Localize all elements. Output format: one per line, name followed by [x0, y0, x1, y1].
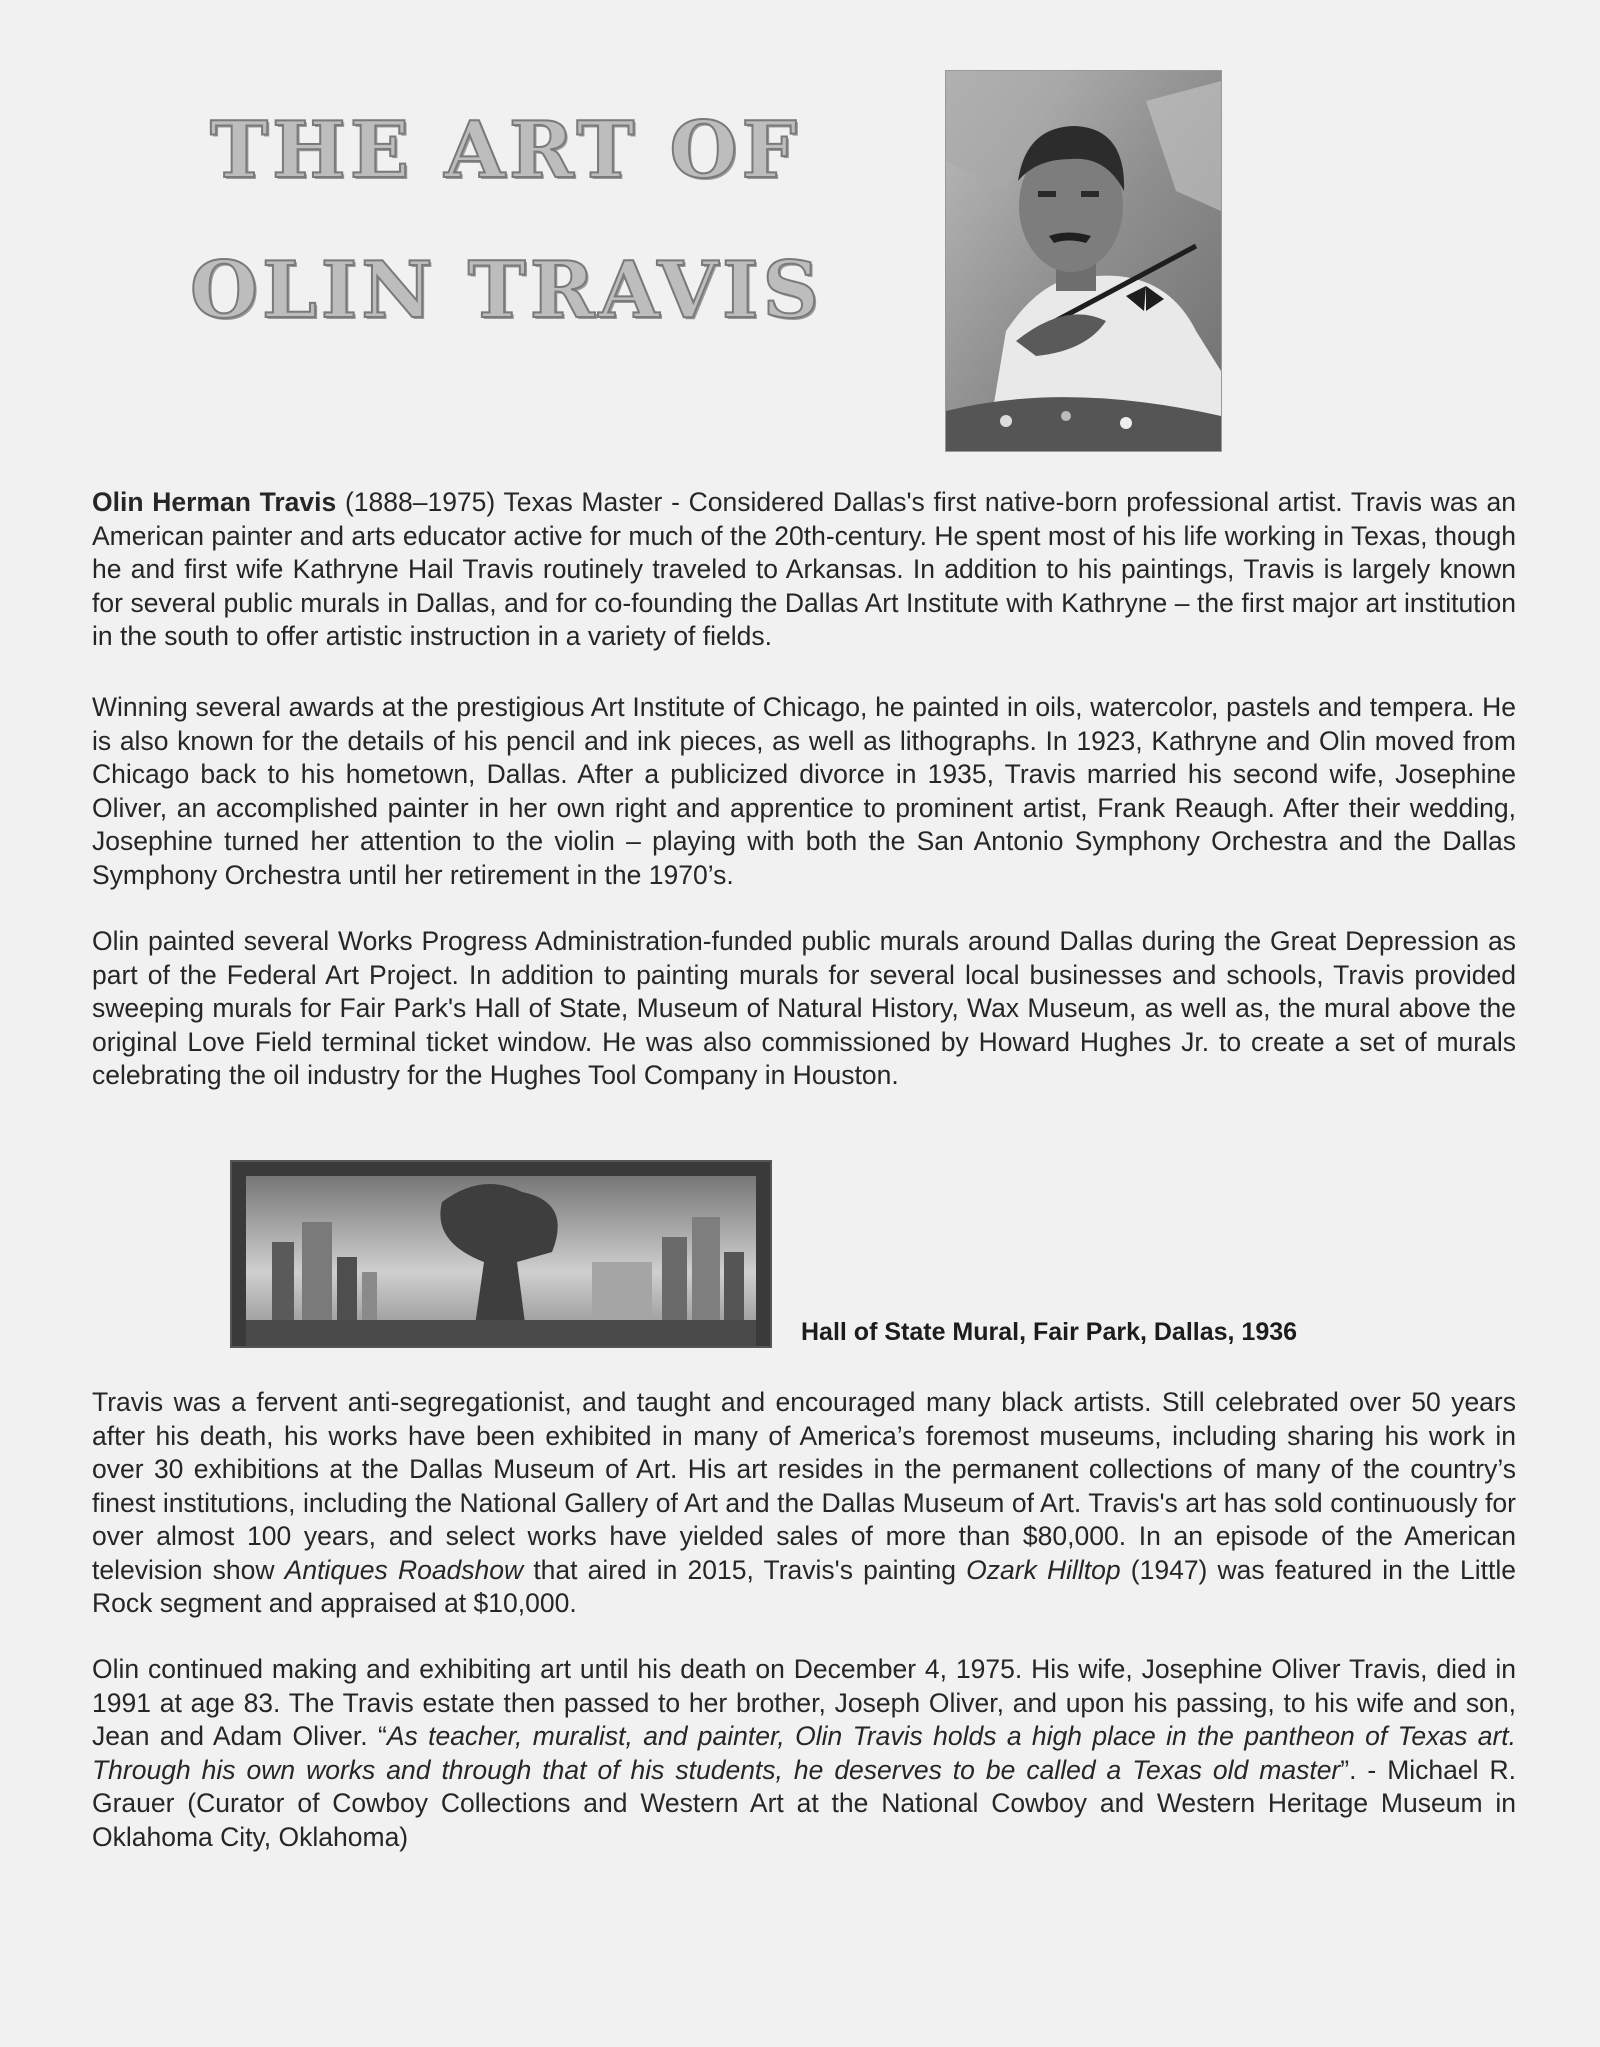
painting-title: Ozark Hilltop — [966, 1554, 1121, 1585]
legacy-text-b: that aired in 2015, Travis's painting — [523, 1554, 967, 1585]
paragraph-legacy — [92, 1386, 1516, 1621]
paragraph-intro — [92, 486, 1516, 654]
legacy-text-a: Travis was a fervent anti-segregationist, and taught and encouraged many black artists. Still celebrated over 50 years after his death, his works have been exhibited in many of America’s foremost museums, including sharing his work in over 30 exhibitions at the Dallas Museum of Art. His art resides in the permanent collections of many of the country’s finest institutions, including the National Gallery of Art and the Dallas Museum of Art. Travis's art has sold continuously for over almost 100 years, and select works have yielded sales of more than $80,000. In an episode of the American television show — [92, 1387, 1516, 1585]
death-text-a: Olin continued making and exhibiting art until his death on December 4, 1975. His wife, Josephine Oliver Travis, died in 1991 at age 83. The Travis estate then passed to her brother, Joseph Oliver, and upon his passing, to his wife and son, Jean and Adam Oliver. “ — [92, 1654, 1516, 1751]
artist-name: Olin Herman Travis — [92, 487, 337, 517]
death-text-b: ”. - Michael R. Grauer (Curator of Cowboy Collections and Western Art at the National Cowboy and Western Heritage Museum in Oklahoma City, Oklahoma) — [92, 1754, 1516, 1852]
intro-text: (1888–1975) Texas Master - Considered Dallas's first native-born professional artist. Travis was an American painter and arts educator active for much of the 20th-century. He spent most of his life working in Texas, though he and first wife Kathryne Hail Travis routinely traveled to Arkansas. In addition to his paintings, Travis is largely known for several public murals in Dallas, and for co-founding the Dallas Art Institute with Kathryne – the first major art institution in the south to offer artistic instruction in a variety of fields. — [92, 487, 1516, 651]
paragraph-awards: Winning several awards at the prestigious Art Institute of Chicago, he painted in oils, watercolor, pastels and tempera. He is also known for the details of his pencil and ink pieces, as well as lithographs. In 1923, Kathryne and Olin moved from Chicago back to his hometown, Dallas. After a publicized divorce in 1935, Travis married his second wife, Josephine Oliver, an accomplished painter in her own right and apprentice to prominent artist, Frank Reaugh. After their wedding, Josephine turned her attention to the violin – playing with both the San Antonio Symphony Orchestra and the Dallas Symphony Orchestra until her retirement in the 1970’s. — [92, 692, 1516, 890]
paragraph-death — [92, 1653, 1516, 1854]
grauer-quote: As teacher, muralist, and painter, Olin Travis holds a high place in the pantheon of Texas art. Through his own works and through that of his students, he deserves to be called a Texas old master — [92, 1721, 1516, 1785]
portrait-photo — [945, 70, 1222, 452]
title-line-1: THE ART OF — [210, 105, 801, 196]
show-title: Antiques Roadshow — [284, 1554, 524, 1585]
legacy-text-c: (1947) was featured in the Little Rock segment and appraised at $10,000. — [92, 1554, 1516, 1618]
paragraph-murals: Olin painted several Works Progress Administration-funded public murals around Dallas during the Great Depression as part of the Federal Art Project. In addition to painting murals for several local businesses and schools, Travis provided sweeping murals for Fair Park's Hall of State, Museum of Natural History, Wax Museum, as well as, the mural above the original Love Field terminal ticket window. He was also commissioned by Howard Hughes Jr. to create a set of murals celebrating the oil industry for the Hughes Tool Company in Houston. — [92, 926, 1516, 1090]
mural-image — [230, 1160, 772, 1348]
mural-caption: Hall of State Mural, Fair Park, Dallas, 1936 — [801, 1318, 1298, 1346]
title-line-2: OLIN TRAVIS — [190, 245, 823, 336]
